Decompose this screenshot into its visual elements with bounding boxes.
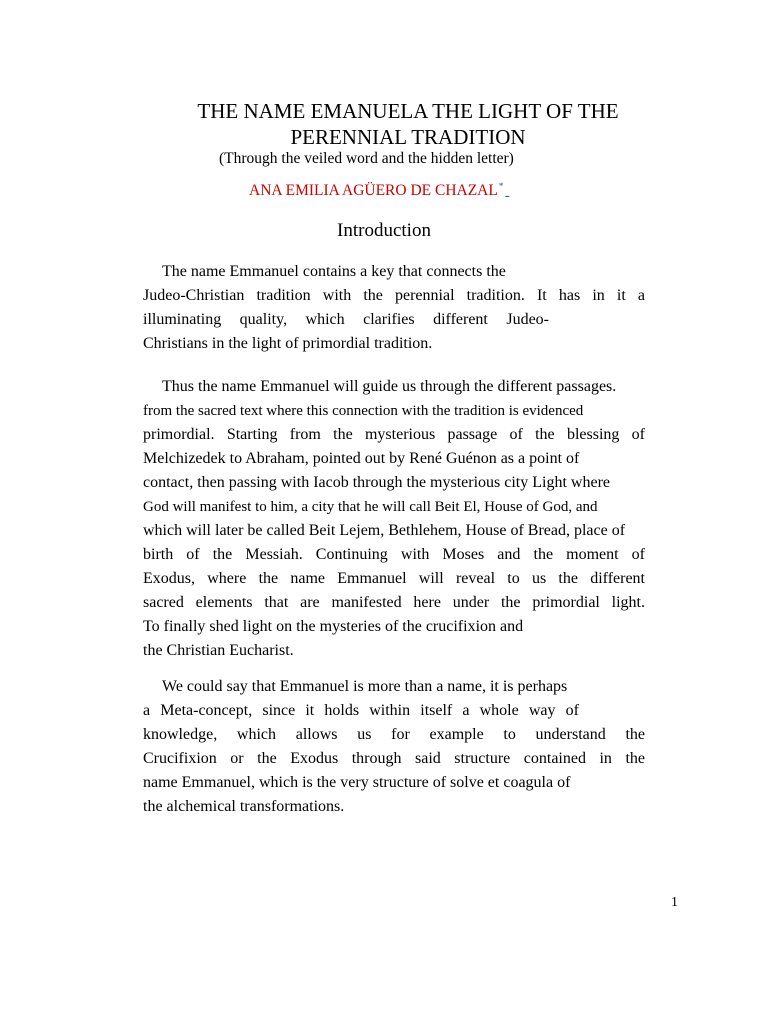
paragraph-line: a Meta-concept, since it holds within itself a whole way of — [143, 702, 579, 719]
paragraph-3 — [143, 675, 645, 819]
paragraph-line: Melchizedek to Abraham, pointed out by René Guénon as a point of — [143, 450, 580, 467]
author-line — [249, 177, 509, 200]
paragraph-line: which will later be called Beit Lejem, Bethlehem, House of Bread, place of — [143, 522, 626, 539]
paragraph-line: primordial. Starting from the mysterious passage of the blessing of — [143, 426, 645, 443]
document-title — [150, 98, 666, 150]
title-line-2: PERENNIAL TRADITION — [290, 125, 526, 149]
paragraph-1 — [143, 260, 645, 356]
paragraph-line: Christians in the light of primordial tradition. — [143, 335, 433, 352]
paragraph-line: We could say that Emmanuel is more than a name, it is perhaps — [162, 678, 568, 695]
paragraph-line: Judeo-Christian tradition with the perennial tradition. It has in it a — [143, 287, 645, 304]
author-footnote-link[interactable]: * — [498, 181, 504, 191]
paragraph-line: Exodus, where the name Emmanuel will reveal to us the different — [143, 570, 645, 587]
paragraph-line: birth of the Messiah. Continuing with Moses and the moment of — [143, 546, 645, 563]
paragraph-line: contact, then passing with Iacob through the mysterious city Light where — [143, 474, 610, 491]
section-heading: Introduction — [337, 220, 431, 241]
paragraph-line: knowledge, which allows us for example to understand the — [143, 726, 645, 743]
paragraph-line: the Christian Eucharist. — [143, 642, 294, 659]
paragraph-line: The name Emmanuel contains a key that connects the — [162, 263, 506, 280]
paragraph-2 — [143, 375, 645, 663]
paragraph-line: from the sacred text where this connection with the tradition is evidenced — [143, 403, 584, 419]
paragraph-line: Thus the name Emmanuel will guide us through the different passages. — [162, 378, 617, 395]
footnote-link-underline[interactable] — [505, 182, 509, 199]
subtitle: (Through the veiled word and the hidden letter) — [219, 150, 514, 167]
title-line-1: THE NAME EMANUELA THE LIGHT OF THE — [197, 99, 619, 123]
paragraph-line: the alchemical transformations. — [143, 798, 345, 815]
paragraph-line: illuminating quality, which clarifies different Judeo- — [143, 311, 549, 328]
paragraph-line: name Emmanuel, which is the very structure of solve et coagula of — [143, 774, 571, 791]
paragraph-line: God will manifest to him, a city that he will call Beit El, House of God, and — [143, 499, 598, 515]
author-name: ANA EMILIA AGÜERO DE CHAZAL — [249, 182, 498, 200]
paragraph-line: sacred elements that are manifested here under the primordial light. — [143, 594, 645, 611]
page-number: 1 — [671, 895, 678, 910]
paragraph-line: Crucifixion or the Exodus through said structure contained in the — [143, 750, 645, 767]
paragraph-line: To finally shed light on the mysteries of the crucifixion and — [143, 618, 524, 635]
